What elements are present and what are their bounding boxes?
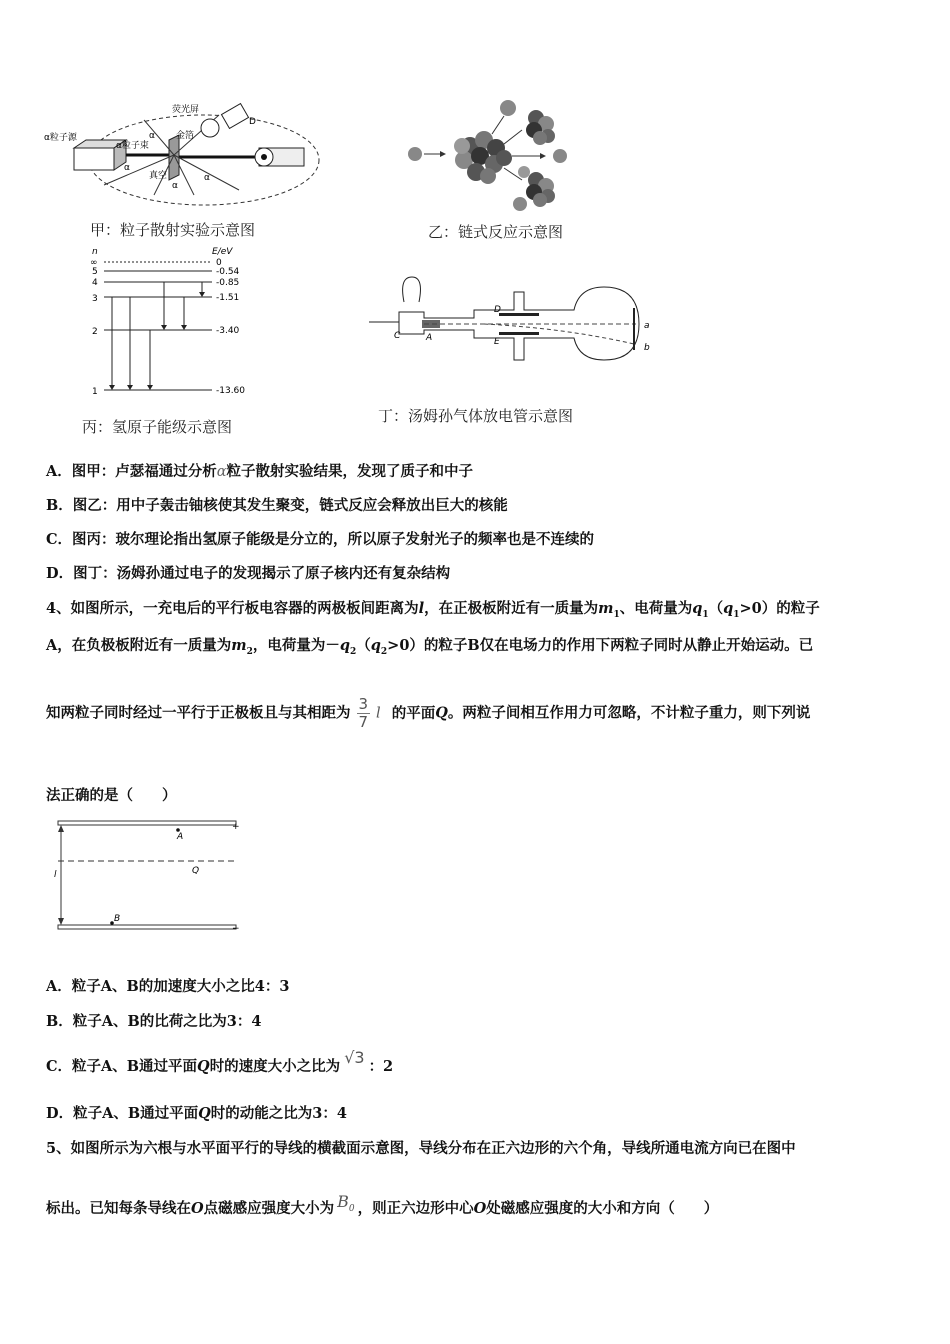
q4-line-2: A，在负极板附近有一质量为$m_2$，电荷量为$-q_2(q_2>0)$的粒子B仅在电场力的作用下两粒子同时从静止开始运动。已 [46, 637, 814, 657]
q4-option-b: B．粒子A、B的比荷之比为3：4 [46, 1013, 262, 1030]
caption-jia: 甲：粒子散射实验示意图 [90, 221, 256, 239]
label-n-header: n [92, 247, 98, 257]
figure-chain-reaction [400, 96, 580, 216]
label-alpha-4: α [172, 181, 178, 191]
label-c: C [394, 331, 401, 341]
q3-option-b: B．图乙：用中子轰击铀核使其发生聚变，链式反应会释放出巨大的核能 [46, 497, 508, 514]
label-alpha-1: α [149, 131, 155, 141]
q3-option-c: C．图丙：玻尔理论指出氢原子能级是分立的，所以原子发射光子的频率也是不连续的 [46, 531, 595, 548]
sqrt-3: √3 [344, 1048, 365, 1067]
q4-line-1: 4、如图所示，一充电后的平行板电容器的两极板间距离为l，在正极板附近有一质量为$m_1$、电荷量为$q_1(q_1>0)$的粒子 [46, 600, 820, 620]
label-alpha-beam: α粒子束 [116, 141, 149, 151]
level-n-2: 2 [92, 327, 98, 337]
figure-hydrogen-levels [84, 244, 264, 400]
caption-bing: 丙：氢原子能级示意图 [82, 418, 233, 436]
level-energies [216, 258, 245, 396]
level-n-4: 4 [92, 278, 98, 288]
label-e-header: E/eV [212, 247, 233, 257]
level-n-3: 3 [92, 294, 98, 304]
fraction-3-7: $\frac{3}{7}$ [358, 695, 369, 731]
q4-line-3: 知两粒子同时经过一平行于正极板且与其相距为 $\frac{3}{7}$ l 的平面Q。两粒子间相互作用力可忽略，不计粒子重力，则下列说 [46, 695, 811, 731]
label-particle-a: A [177, 832, 184, 842]
q4-line-4: 法正确的是（ ） [46, 787, 177, 804]
level-e-5: -0.54 [216, 267, 240, 277]
level-e-4: -0.85 [216, 278, 240, 288]
label-a-spot: a [644, 321, 650, 331]
label-a: A [426, 333, 433, 343]
label-d-plate: D [494, 305, 501, 315]
level-e-3: -1.51 [216, 293, 240, 303]
level-n-inf: ∞ [90, 258, 98, 268]
level-e-1: -13.60 [216, 386, 246, 396]
level-numbers [90, 258, 98, 397]
q3-option-d: D．图丁：汤姆孙通过电子的发现揭示了原子核内还有复杂结构 [46, 565, 451, 582]
label-negative: − [232, 924, 240, 934]
figure-rutherford-scattering [44, 100, 324, 215]
label-d: D [249, 117, 256, 127]
label-gold-foil: 金箔 [176, 131, 195, 141]
label-distance-l: l [54, 870, 57, 880]
label-b-spot: b [644, 343, 650, 353]
q4-option-d: D．粒子A、B通过平面Q时的动能之比为3：4 [46, 1105, 347, 1122]
q3-option-a: A．图甲：卢瑟福通过分析α粒子散射实验结果，发现了质子和中子 [46, 463, 474, 480]
label-screen: 荧光屏 [172, 105, 200, 115]
caption-ding: 丁：汤姆孙气体放电管示意图 [378, 407, 574, 425]
label-alpha-3: α [204, 173, 210, 183]
level-n-5: 5 [92, 267, 98, 277]
label-alpha-source: α粒子源 [44, 133, 77, 143]
label-plane-q: Q [192, 866, 200, 876]
q5-line-1: 5、如图所示为六根与水平面平行的导线的横截面示意图，导线分布在正六边形的六个角，导线所通电流方向已在图中 [46, 1140, 796, 1157]
label-positive: + [232, 822, 240, 832]
q5-line-2: 标出。已知每条导线在O点磁感应强度大小为 $B_0$ ，则正六边形中心O处磁感应强度的大小和方向（ ） [46, 1192, 719, 1217]
level-e-2: -3.40 [216, 326, 240, 336]
label-particle-b: B [114, 914, 121, 924]
label-alpha-2: α [124, 163, 130, 173]
caption-yi: 乙：链式反应示意图 [428, 223, 564, 241]
level-n-1: 1 [92, 387, 98, 397]
figure-thomson-tube [364, 272, 664, 382]
label-vacuum: 真空 [149, 171, 168, 181]
figure-capacitor [52, 815, 247, 940]
q4-option-c: C．粒子A、B通过平面Q时的速度大小之比为 √3 ：2 [46, 1048, 394, 1075]
level-e-inf: 0 [216, 258, 222, 268]
b0-symbol: $B_0$ [337, 1192, 355, 1215]
q4-option-a: A．粒子A、B的加速度大小之比4：3 [46, 978, 290, 995]
label-e-plate: E [494, 337, 500, 347]
alpha-symbol: α [216, 464, 227, 480]
